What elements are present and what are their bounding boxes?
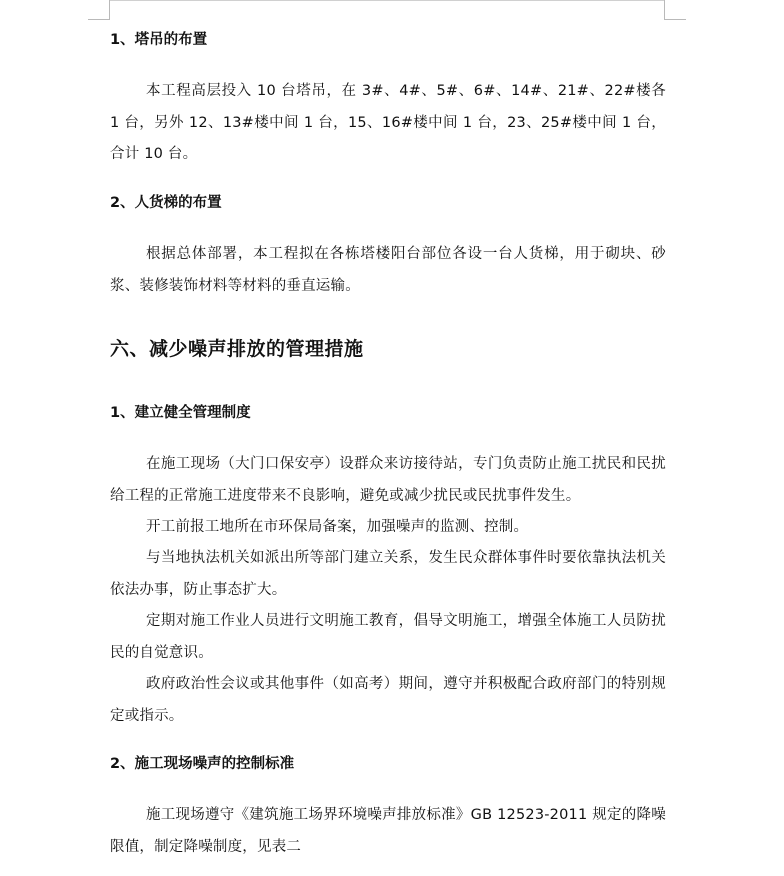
section-heading-management-system: 1、建立健全管理制度 xyxy=(110,405,251,421)
paragraph-tower-crane: 本工程高层投入 10 台塔吊，在 3#、4#、5#、6#、14#、21#、22#楼各 1 台，另外 12、13#楼中间 1 台，15、16#楼中间 1 台，23、25#楼中间 1 台，合计 10 台。 xyxy=(110,83,666,162)
section-heading-noise-standard: 2、施工现场噪声的控制标准 xyxy=(110,756,295,772)
paragraph-management-5: 政府政治性会议或其他事件（如高考）期间，遵守并积极配合政府部门的特别规定或指示。 xyxy=(110,676,666,724)
chapter-heading-noise-management: 六、减少噪声排放的管理措施 xyxy=(110,338,364,360)
section-heading-hoist: 2、人货梯的布置 xyxy=(110,195,222,211)
section-heading-tower-crane: 1、塔吊的布置 xyxy=(110,32,208,48)
paragraph-management-2: 开工前报工地所在市环保局备案，加强噪声的监测、控制。 xyxy=(146,519,529,535)
paragraph-noise-standard: 施工现场遵守《建筑施工场界环境噪声排放标准》GB 12523-2011 规定的降噪限值，制定降噪制度，见表二 xyxy=(110,807,666,855)
crop-mark-top-left xyxy=(109,0,110,20)
crop-mark-top-right xyxy=(664,0,665,20)
paragraph-management-1: 在施工现场（大门口保安亭）设群众来访接待站，专门负责防止施工扰民和民扰给工程的正常施工进度带来不良影响，避免或减少扰民或民扰事件发生。 xyxy=(110,456,666,504)
crop-mark-top-right xyxy=(664,19,686,20)
paragraph-management-4: 定期对施工作业人员进行文明施工教育，倡导文明施工，增强全体施工人员防扰民的自觉意识。 xyxy=(110,613,666,661)
crop-mark-top-left xyxy=(88,19,110,20)
paragraph-hoist: 根据总体部署，本工程拟在各栋塔楼阳台部位各设一台人货梯，用于砌块、砂浆、装修装饰材料等材料的垂直运输。 xyxy=(110,246,666,294)
paragraph-management-3: 与当地执法机关如派出所等部门建立关系，发生民众群体事件时要依靠执法机关依法办事，防止事态扩大。 xyxy=(110,550,666,598)
page-top-border xyxy=(109,0,665,1)
